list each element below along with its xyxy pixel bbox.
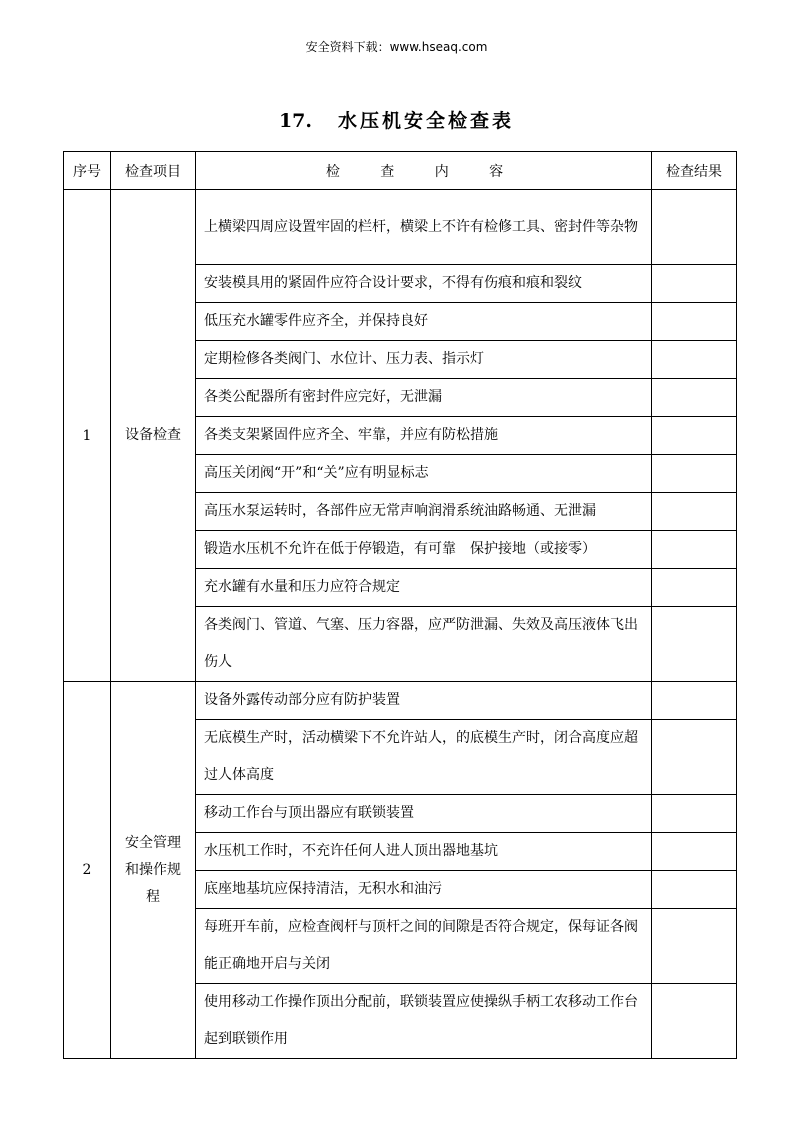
check-content: 高压关闭阀“开”和“关”应有明显标志 bbox=[196, 455, 652, 493]
title-text: 水压机安全检查表 bbox=[338, 110, 515, 132]
check-result-cell[interactable] bbox=[652, 190, 737, 265]
check-result-cell[interactable] bbox=[652, 984, 737, 1059]
check-content: 锻造水压机不允许在低于停锻造，有可靠 保护接地（或接零） bbox=[196, 531, 652, 569]
group-number: 1 bbox=[64, 190, 111, 682]
check-content: 高压水泵运转时，各部件应无常声响润滑系统油路畅通、无泄漏 bbox=[196, 493, 652, 531]
check-result-cell[interactable] bbox=[652, 871, 737, 909]
check-result-cell[interactable] bbox=[652, 909, 737, 984]
check-content: 低压充水罐零件应齐全，并保持良好 bbox=[196, 303, 652, 341]
check-result-cell[interactable] bbox=[652, 682, 737, 720]
check-content: 上横梁四周应设置牢固的栏杆，横梁上不许有检修工具、密封件等杂物 bbox=[196, 190, 652, 265]
title-number: 17. bbox=[278, 110, 313, 132]
check-content: 使用移动工作操作顶出分配前，联锁装置应使操纵手柄工农移动工作台起到联锁作用 bbox=[196, 984, 652, 1059]
check-content: 底座地基坑应保持清洁，无积水和油污 bbox=[196, 871, 652, 909]
check-content: 设备外露传动部分应有防护装置 bbox=[196, 682, 652, 720]
check-content: 移动工作台与顶出器应有联锁装置 bbox=[196, 795, 652, 833]
check-content: 无底模生产时，活动横梁下不允许站人，的底模生产时，闭合高度应超过人体高度 bbox=[196, 720, 652, 795]
group-number: 2 bbox=[64, 682, 111, 1059]
check-result-cell[interactable] bbox=[652, 833, 737, 871]
check-content: 各类公配器所有密封件应完好，无泄漏 bbox=[196, 379, 652, 417]
page-header: 安全资料下载：www.hseaq.com bbox=[305, 40, 488, 54]
col-header-number: 序号 bbox=[64, 152, 111, 190]
check-result-cell[interactable] bbox=[652, 417, 737, 455]
check-content: 每班开车前，应检查阀杆与顶杆之间的间隙是否符合规定，保每证各阀能正确地开启与关闭 bbox=[196, 909, 652, 984]
table-header-row bbox=[64, 152, 737, 190]
check-content: 各类支架紧固件应齐全、牢靠，并应有防松措施 bbox=[196, 417, 652, 455]
check-content: 定期检修各类阀门、水位计、压力表、指示灯 bbox=[196, 341, 652, 379]
check-content: 安装模具用的紧固件应符合设计要求，不得有伤痕和痕和裂纹 bbox=[196, 265, 652, 303]
table-row bbox=[64, 682, 737, 720]
col-header-item: 检查项目 bbox=[111, 152, 196, 190]
check-result-cell[interactable] bbox=[652, 455, 737, 493]
check-result-cell[interactable] bbox=[652, 569, 737, 607]
check-result-cell[interactable] bbox=[652, 379, 737, 417]
check-result-cell[interactable] bbox=[652, 607, 737, 682]
group-item: 设备检查 bbox=[111, 190, 196, 682]
check-content: 各类阀门、管道、气塞、压力容器，应严防泄漏、失效及高压液体飞出伤人 bbox=[196, 607, 652, 682]
check-result-cell[interactable] bbox=[652, 795, 737, 833]
check-result-cell[interactable] bbox=[652, 303, 737, 341]
col-header-result: 检查结果 bbox=[652, 152, 737, 190]
col-header-content: 检 查 内 容 bbox=[196, 152, 652, 190]
check-content: 水压机工作时，不充许任何人进人顶出器地基坑 bbox=[196, 833, 652, 871]
check-result-cell[interactable] bbox=[652, 531, 737, 569]
check-result-cell[interactable] bbox=[652, 265, 737, 303]
table-row bbox=[64, 190, 737, 265]
check-result-cell[interactable] bbox=[652, 720, 737, 795]
group-item-text: 安全管理和操作规程 bbox=[125, 834, 181, 905]
inspection-table bbox=[63, 151, 737, 1059]
check-content: 充水罐有水量和压力应符合规定 bbox=[196, 569, 652, 607]
check-result-cell[interactable] bbox=[652, 493, 737, 531]
group-item bbox=[111, 682, 196, 1059]
check-result-cell[interactable] bbox=[652, 341, 737, 379]
page-title bbox=[0, 106, 793, 133]
